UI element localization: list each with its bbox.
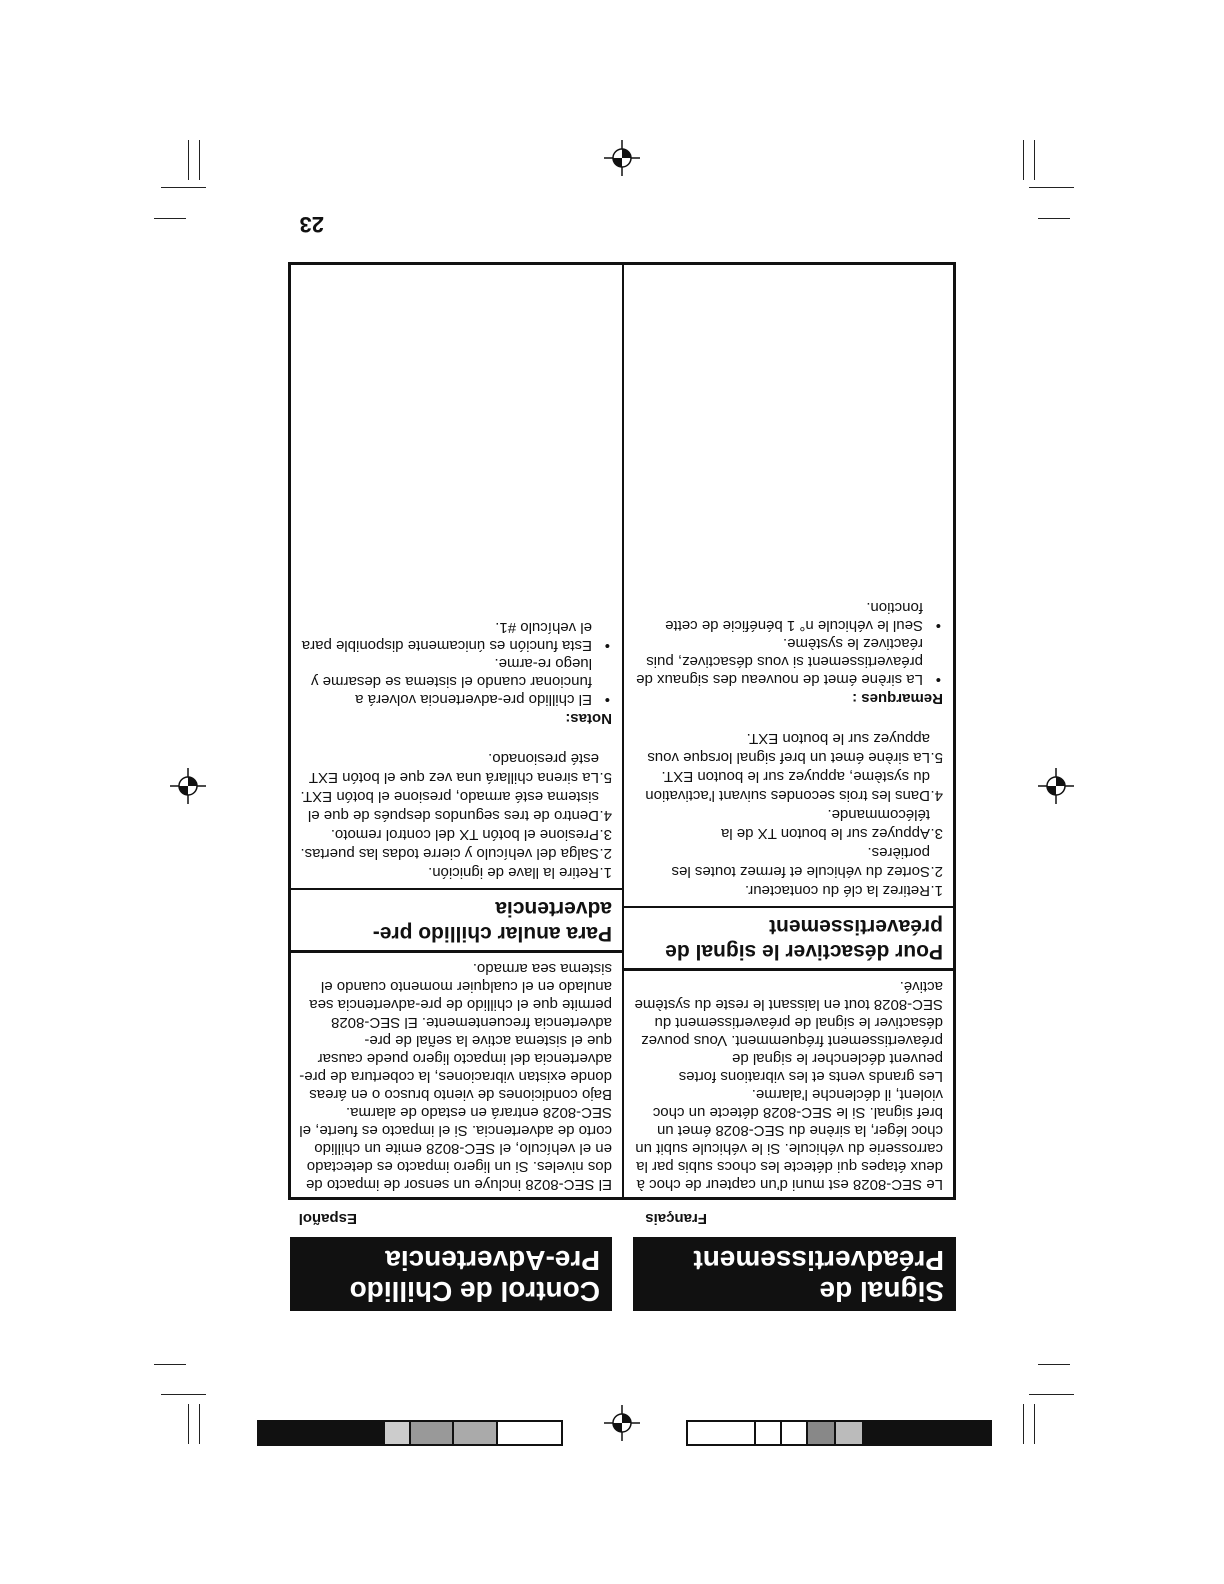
bullet-icon: •	[935, 617, 941, 634]
note-text: La sirène émet de nouveau des signaux de préavertissement si vous désactivez, puis réactivez le système.	[636, 635, 923, 688]
content-frame	[288, 262, 956, 1200]
step-text: Presione el botón TX del control remoto.	[330, 826, 599, 843]
crop-mark	[161, 187, 206, 188]
step-number: 3.	[599, 826, 612, 843]
crop-mark	[1029, 1394, 1074, 1395]
notes-heading-spanish: Notas:	[565, 710, 612, 727]
step-number: 5.	[599, 769, 612, 786]
registration-mark-icon	[1038, 768, 1074, 804]
intro-paragraph: Les grands vents et les vibrations fortes peuvent déclencher le signal de préavertissement fréquemment. Vous pouvez désactiver le signal de préavertissement du SEC-8028 tout en laissant le reste du système activé.	[634, 978, 943, 1085]
step-item	[299, 863, 612, 882]
notes-heading-french: Remarques :	[852, 690, 943, 707]
step-text: Sortez du véhicule et fermez toutes les portières.	[671, 844, 930, 880]
crop-mark	[1034, 140, 1035, 180]
step-number: 3.	[930, 825, 943, 842]
subheading-spanish: Para anular chillido pre-advertencia	[291, 888, 622, 953]
note-text: Esta función es únicamente disponible para el vehículo #1.	[301, 619, 592, 654]
title-french-text: Signal de Préadvertissement	[693, 1245, 944, 1307]
note-text: El chillido pre-advertencia volverá a funcionar cuando el sistema se desarme y luego re-arme.	[311, 655, 592, 708]
registration-mark-icon	[604, 1405, 640, 1441]
step-item	[632, 843, 943, 881]
step-text: Appuyez sur le bouton TX de la télécommande.	[720, 806, 930, 842]
step-item	[299, 825, 612, 844]
step-text: Dans les trois secondes suivant l'activation du système, appuyez sur le bouton EXT.	[645, 768, 930, 804]
crop-mark	[1038, 1364, 1070, 1365]
step-text: Retirez la clé du contacteur.	[744, 882, 930, 899]
step-item	[299, 787, 612, 825]
crop-mark	[188, 140, 189, 180]
column-spanish	[291, 265, 622, 1197]
title-french	[633, 1237, 956, 1311]
steps-french	[624, 729, 953, 906]
crop-mark	[161, 1394, 206, 1395]
note-item	[632, 634, 941, 688]
bullet-icon: •	[935, 671, 941, 688]
bullet-icon: •	[604, 637, 610, 654]
step-number: 4.	[930, 787, 943, 804]
crop-mark	[188, 1404, 189, 1444]
note-item	[299, 618, 610, 654]
step-number: 5.	[930, 749, 943, 766]
step-item	[299, 749, 612, 787]
crop-mark	[154, 218, 186, 219]
step-text: Retire la llave de ignición.	[428, 864, 599, 881]
intro-spanish	[291, 953, 622, 1197]
density-bar	[686, 1420, 992, 1446]
notes-french	[624, 598, 953, 688]
bullet-icon: •	[604, 691, 610, 708]
step-number: 1.	[599, 864, 612, 881]
density-bar	[257, 1420, 563, 1446]
subheading-french: Pour désactiver le signal de préavertissement	[624, 906, 953, 971]
steps-spanish	[291, 749, 622, 888]
crop-mark	[1029, 187, 1074, 188]
crop-mark	[1034, 1404, 1035, 1444]
crop-mark	[154, 1364, 186, 1365]
crop-mark	[1023, 1404, 1024, 1444]
title-spanish-text: Control de Chillido Pre-Advertencia	[349, 1245, 600, 1307]
step-item	[632, 729, 943, 767]
step-item	[632, 881, 943, 900]
intro-paragraph: Le SEC-8028 est muni d'un capteur de choc à deux étapes qui détecte les chocs subis par la carrosserie du véhicule. Si le véhicule subit un choc léger, la sirène du SEC-8028 émet un bref signal. Si le SEC-8028 détecte un choc violent, il déclenche l'alarme.	[635, 1086, 943, 1193]
step-number: 2.	[599, 845, 612, 862]
notes-spanish	[291, 618, 622, 708]
crop-mark	[1023, 140, 1024, 180]
intro-paragraph: Bajo condiciones de viento brusco o en áreas donde existan vibraciones, la cobertura de pre-advertencia del impacto ligero puede causar que el sistema active la señal de pre-advertencia frecuentemente. El SEC-8028 permite que el chillido de pre-advertencia sea anulado en el cualquier momento cuando el sistema sea armado.	[299, 960, 612, 1103]
language-label-french: Français	[645, 1210, 707, 1227]
note-item	[299, 654, 610, 708]
crop-mark	[1038, 218, 1070, 219]
crop-mark	[199, 140, 200, 180]
language-label-spanish: Español	[298, 1210, 357, 1227]
step-item	[632, 805, 943, 843]
step-number: 2.	[930, 863, 943, 880]
intro-french	[624, 971, 953, 1197]
page-number: 23	[299, 212, 324, 237]
title-spanish	[290, 1237, 612, 1311]
intro-paragraph: El SEC-8028 incluye un sensor de impacto de dos niveles. Si un ligero impacto es detectado en el vehículo, el SEC-8028 emite un chillido corto de advertencia. Si el impacto es fuerte, el SEC-8028 entrará en estado de alarma.	[299, 1104, 612, 1193]
step-text: Dentro de tres segundos después de que el sistema esté armado, presione el botón EXT.	[300, 788, 599, 824]
step-text: La sirène émet un bref signal lorsque vous appuyez sur le bouton EXT.	[647, 730, 930, 766]
step-number: 1.	[930, 882, 943, 899]
step-text: Salga del vehículo y cierre todas las puertas.	[300, 845, 599, 862]
crop-mark	[199, 1404, 200, 1444]
note-text: Seul le véhicule n° 1 bénéficie de cette fonction.	[665, 599, 923, 634]
step-item	[299, 844, 612, 863]
note-item	[632, 598, 941, 634]
step-item	[632, 767, 943, 805]
registration-mark-icon	[170, 768, 206, 804]
registration-mark-icon	[604, 140, 640, 176]
step-number: 4.	[599, 807, 612, 824]
column-french	[622, 265, 953, 1197]
step-text: La sirena chillará una vez que el botón EXT esté presionado.	[309, 750, 599, 786]
